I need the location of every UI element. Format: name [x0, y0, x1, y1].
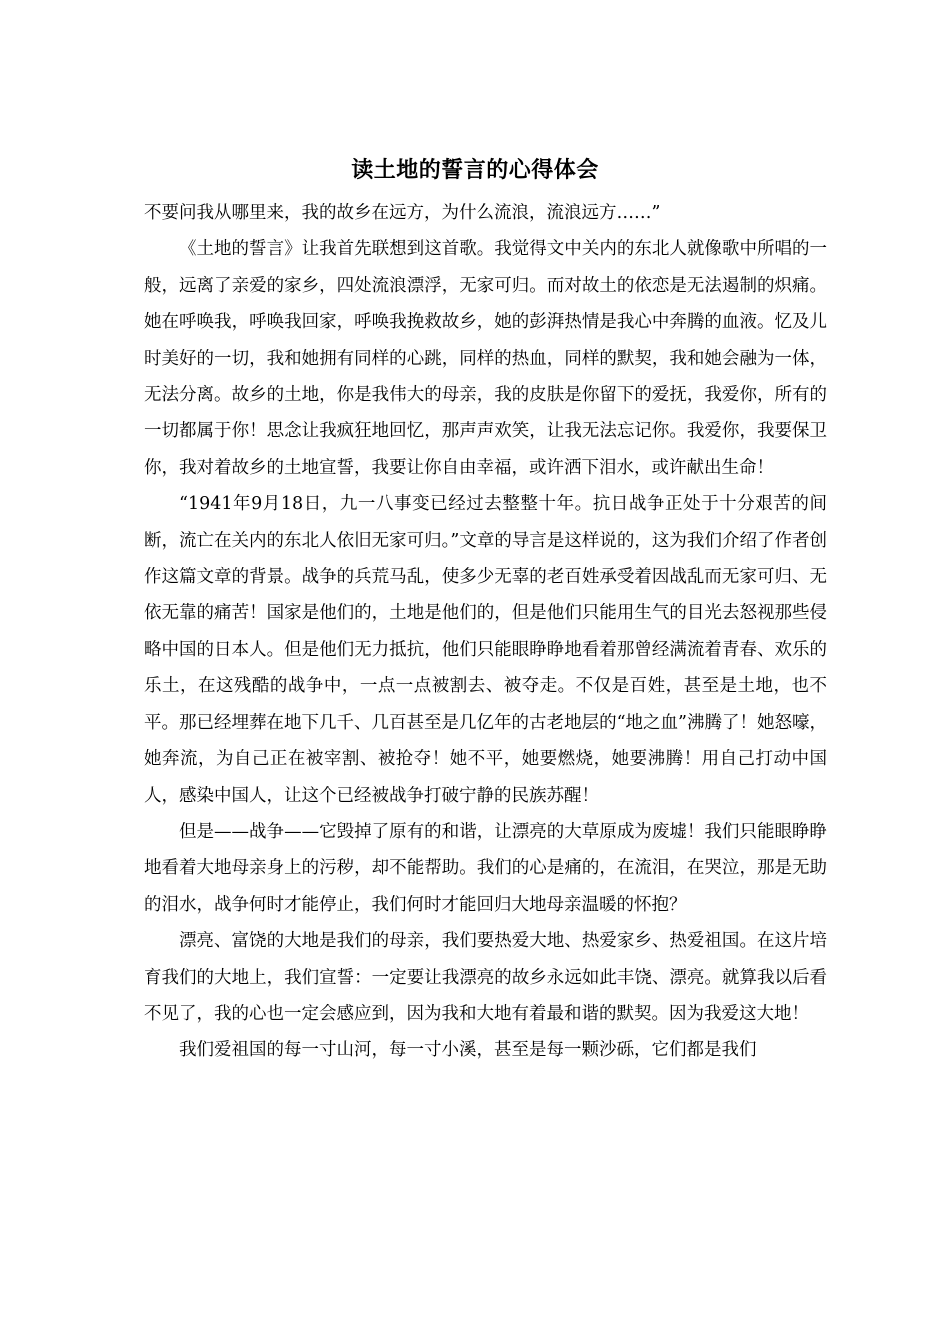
- document-title: 读土地的誓言的心得体会: [351, 157, 599, 183]
- paragraph-2: 《土地的誓言》让我首先联想到这首歌。我觉得文中关内的东北人就像歌中所唱的一般，远离了亲爱的家乡，四处流浪漂浮，无家可归。而对故土的依恋是无法遏制的炽痛。她在呼唤我，呼唤我回家，呼唤我挽救故乡，她的彭湃热情是我心中奔腾的血液。忆及儿时美好的一切，我和她拥有同样的心跳，同样的热血，同样的默契，我和她会融为一体，无法分离。故乡的土地，你是我伟大的母亲，我的皮肤是你留下的爱抚，我爱你，所有的一切都属于你！思念让我疯狂地回忆，那声声欢笑，让我无法忘记你。我爱你，我要保卫你，我对着故乡的土地宣誓，我要让你自由幸福，或许洒下泪水，或许献出生命！: [144, 239, 827, 478]
- paragraph-5: 漂亮、富饶的大地是我们的母亲，我们要热爱大地、热爱家乡、热爱祖国。在这片培育我们的大地上，我们宣誓：一定要让我漂亮的故乡永远如此丰饶、漂亮。就算我以后看不见了，我的心也一定会感应到，因为我和大地有着最和谐的默契。因为我爱这大地！: [144, 931, 827, 1024]
- paragraph-1: 不要问我从哪里来，我的故乡在远方，为什么流浪，流浪远方……”: [144, 203, 661, 223]
- paragraph-6: 我们爱祖国的每一寸山河，每一寸小溪，甚至是每一颗沙砾，它们都是我们: [179, 1040, 757, 1061]
- paragraph-3: “1941年9月18日，九一八事变已经过去整整十年。抗日战争正处于十分艰苦的间断，流亡在关内的东北人依旧无家可归。”文章的导言是这样说的，这为我们介绍了作者创作这篇文章的背景。战争的兵荒马乱，使多少无辜的老百姓承受着因战乱而无家可归、无依无靠的痛苦！国家是他们的，土地是他们的，但是他们只能用生气的目光去怒视那些侵略中国的日本人。但是他们无力抵抗，他们只能眼睁睁地看着那曾经满流着青春、欢乐的乐土，在这残酷的战争中，一点一点被割去、被夺走。不仅是百姓，甚至是土地，也不平。那已经埋葬在地下几千、几百甚至是几亿年的古老地层的“地之血”沸腾了！她怒嚎，她奔流，为自己正在被宰割、被抢夺！她不平，她要燃烧，她要沸腾！用自己打动中国人，感染中国人，让这个已经被战争打破宁静的民族苏醒！: [144, 494, 827, 806]
- paragraph-4: 但是——战争——它毁掉了原有的和谐，让漂亮的大草原成为废墟！我们只能眼睁睁地看着大地母亲身上的污秽，却不能帮助。我们的心是痛的，在流泪，在哭泣，那是无助的泪水，战争何时才能停止，我们何时才能回归大地母亲温暖的怀抱？: [144, 821, 827, 915]
- document-body: [144, 195, 827, 1069]
